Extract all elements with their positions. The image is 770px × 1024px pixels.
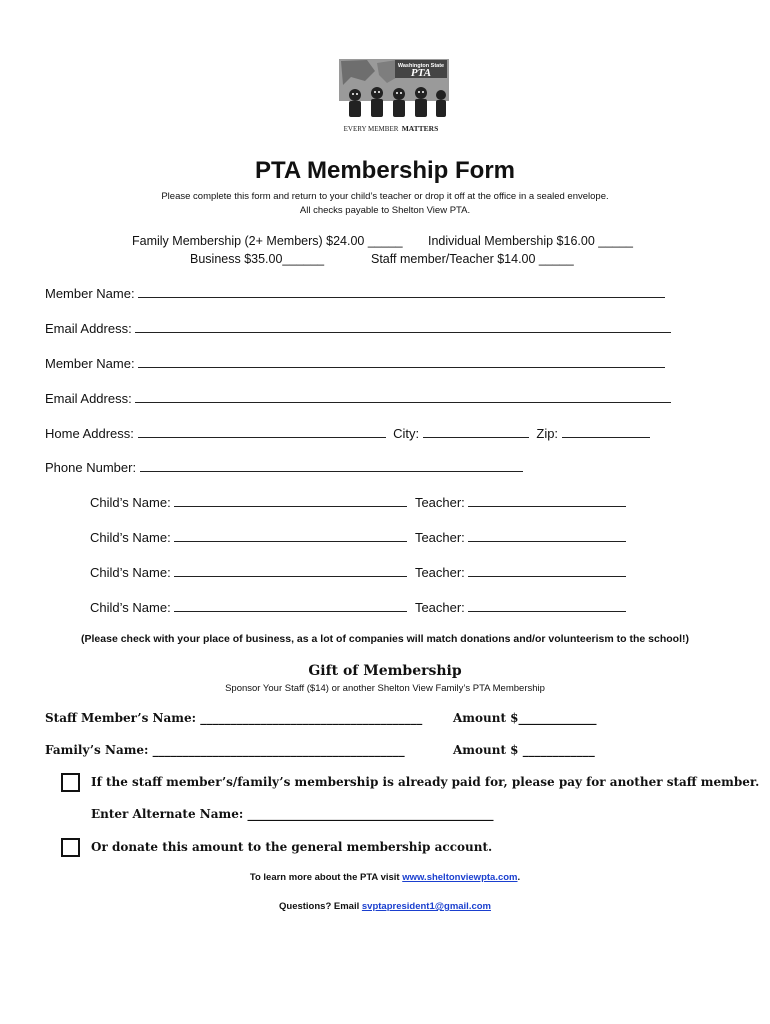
member-name-2-field[interactable] <box>138 366 665 368</box>
teacher-field[interactable] <box>468 540 626 542</box>
phone-field[interactable] <box>140 470 523 472</box>
business-note: (Please check with your place of business, as a lot of companies will match donations and/or volunteerism to the school!) <box>81 633 689 645</box>
email-2-field[interactable] <box>135 401 671 403</box>
email-link[interactable]: svptapresident1@gmail.com <box>361 901 491 912</box>
member-name-1-row <box>45 286 665 301</box>
staff-member-name-field[interactable]: Staff Member’s Name: _____________________________________ <box>45 711 423 725</box>
instructions-line-2: All checks payable to Shelton View PTA. <box>299 205 471 216</box>
questions-line <box>0 901 770 912</box>
child-name-label: Child’s Name: <box>90 530 171 545</box>
child-name-field[interactable] <box>174 575 407 577</box>
child-name-field[interactable] <box>174 610 407 612</box>
teacher-label: Teacher: <box>414 600 465 615</box>
teacher-label: Teacher: <box>414 565 465 580</box>
child-name-label: Child’s Name: <box>90 565 171 580</box>
email-2-label: Email Address: <box>45 391 132 406</box>
child-row <box>90 565 626 580</box>
city-label: City: <box>393 426 420 441</box>
member-name-1-label: Member Name: <box>45 286 135 301</box>
teacher-label: Teacher: <box>414 530 465 545</box>
learn-more-line <box>0 872 770 883</box>
phone-row <box>45 460 523 475</box>
svg-text:Washington State: Washington State <box>397 63 445 69</box>
child-name-label: Child’s Name: <box>90 600 171 615</box>
home-address-row <box>45 426 650 441</box>
fee-individual[interactable]: Individual Membership $16.00 _____ <box>428 234 633 248</box>
member-name-2-label: Member Name: <box>45 356 135 371</box>
donate-option-label: Or donate this amount to the general membership account. <box>91 840 493 854</box>
teacher-label: Teacher: <box>414 495 465 510</box>
child-row <box>90 495 626 510</box>
alternate-staff-option-label: If the staff member’s/family’s membership is already paid for, please pay for another staff member. <box>91 775 760 789</box>
phone-label: Phone Number: <box>45 460 137 475</box>
questions-prefix: Questions? Email <box>279 901 362 912</box>
child-name-field[interactable] <box>174 540 407 542</box>
city-field[interactable] <box>423 436 529 438</box>
email-1-field[interactable] <box>135 331 671 333</box>
teacher-field[interactable] <box>468 505 626 507</box>
learn-more-suffix: . <box>517 872 521 883</box>
family-amount-field[interactable]: Amount $ ____________ <box>453 743 595 757</box>
staff-amount-field[interactable]: Amount $_____________ <box>453 711 597 725</box>
email-2-row <box>45 391 671 406</box>
fee-staff[interactable]: Staff member/Teacher $14.00 _____ <box>371 252 574 266</box>
alternate-name-field[interactable]: Enter Alternate Name: _________________________________________ <box>91 807 494 821</box>
pta-logo <box>337 57 451 137</box>
member-name-2-row <box>45 356 665 371</box>
fee-family[interactable]: Family Membership (2+ Members) $24.00 _____ <box>132 234 403 248</box>
fee-business[interactable]: Business $35.00______ <box>190 252 325 266</box>
child-row <box>90 600 626 615</box>
donate-checkbox[interactable] <box>61 838 80 857</box>
svg-text:PTA: PTA <box>410 67 432 79</box>
learn-more-prefix: To learn more about the PTA visit <box>249 872 403 883</box>
page-title: PTA Membership Form <box>254 157 516 184</box>
website-link[interactable]: www.sheltonviewpta.com <box>402 872 518 883</box>
email-1-row <box>45 321 671 336</box>
child-row <box>90 530 626 545</box>
instructions-line-1: Please complete this form and return to your child’s teacher or drop it off at the office in a sealed envelope. <box>161 191 609 202</box>
logo-tagline-a: EVERY MEMBER <box>343 125 399 133</box>
home-address-label: Home Address: <box>45 426 134 441</box>
alternate-staff-checkbox[interactable] <box>61 773 80 792</box>
logo-tagline-b: MATTERS <box>401 124 439 133</box>
child-name-field[interactable] <box>174 505 407 507</box>
email-1-label: Email Address: <box>45 321 132 336</box>
member-name-1-field[interactable] <box>138 296 665 298</box>
child-name-label: Child’s Name: <box>90 495 171 510</box>
teacher-field[interactable] <box>468 610 626 612</box>
family-name-field[interactable]: Family’s Name: __________________________________________ <box>45 743 405 757</box>
gift-subheading: Sponsor Your Staff ($14) or another Shelton View Family’s PTA Membership <box>225 683 545 694</box>
home-address-field[interactable] <box>138 436 386 438</box>
zip-label: Zip: <box>536 426 559 441</box>
gift-heading: Gift of Membership <box>308 663 462 679</box>
teacher-field[interactable] <box>468 575 626 577</box>
zip-field[interactable] <box>562 436 650 438</box>
